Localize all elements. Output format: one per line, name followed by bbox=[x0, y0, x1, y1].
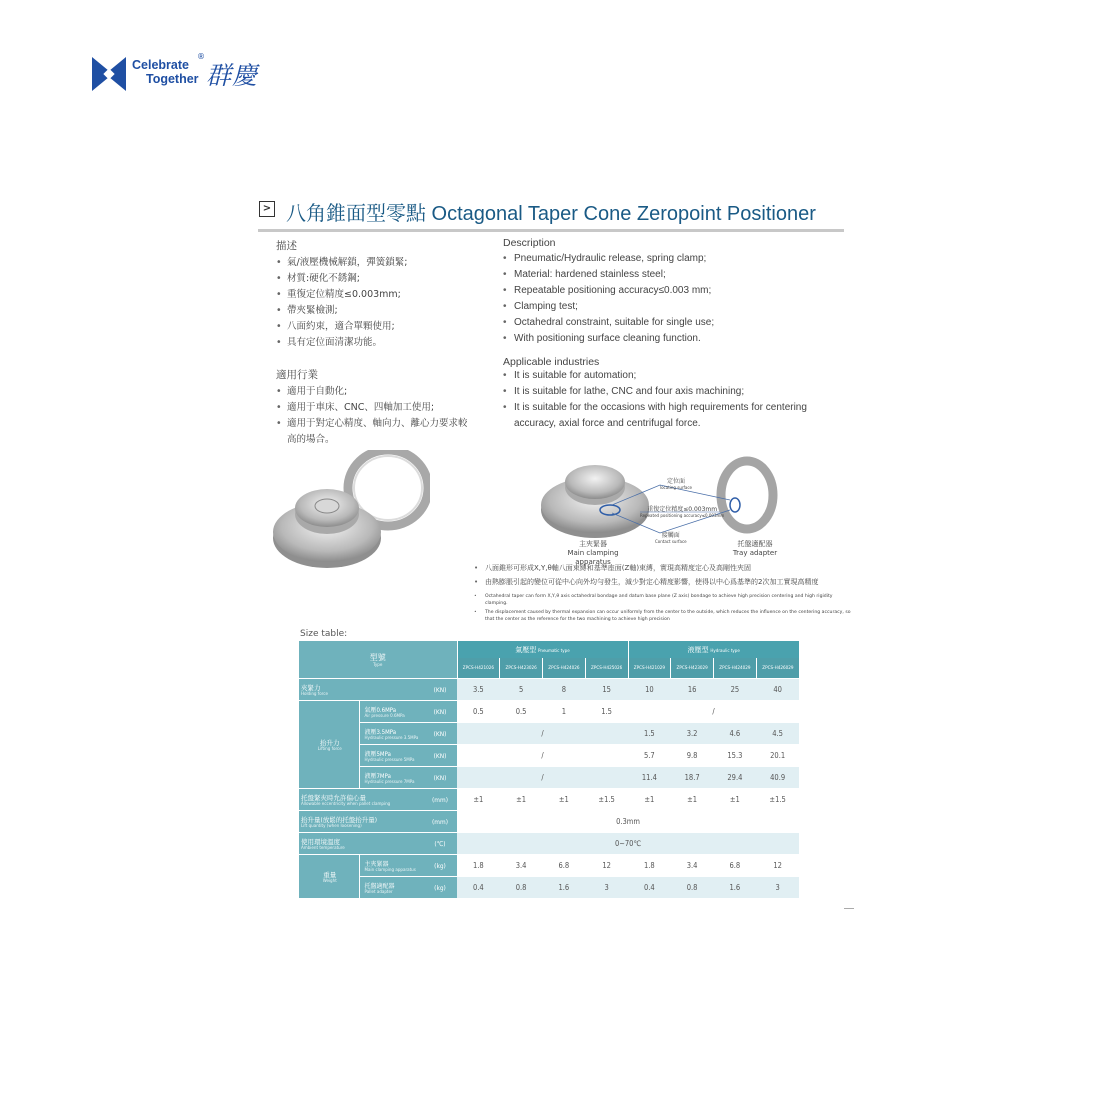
notes-zh-list bbox=[474, 561, 854, 589]
en-description-list bbox=[503, 251, 823, 347]
table-cell: 3.4 bbox=[500, 855, 543, 877]
row-label: 抬升量(放鬆的托盤抬升量) Lift quantity (when loosening) bbox=[299, 811, 423, 833]
product-diagram bbox=[540, 455, 780, 545]
table-cell: ±1 bbox=[671, 789, 714, 811]
list-item: • 重復定位精度≤0.003mm; bbox=[276, 287, 476, 303]
list-item: • 適用于對定心精度、軸向力、離心力要求較高的場合。 bbox=[276, 416, 476, 448]
table-cell: 20.1 bbox=[756, 745, 799, 767]
table-cell: 15 bbox=[585, 679, 628, 701]
lifting-label: 抬升力 Lifting force bbox=[299, 701, 359, 789]
main-clamp-caption: 主夾緊器 Main clamping apparatus bbox=[567, 540, 619, 566]
list-item: • Clamping test; bbox=[503, 299, 823, 315]
list-item: • Octahedral constraint, suitable for single use; bbox=[503, 315, 823, 331]
list-item: • Material: hardened stainless steel; bbox=[503, 267, 823, 283]
row-label: 夾緊力 Holding force bbox=[299, 679, 423, 701]
row-unit: (℃) bbox=[423, 833, 457, 855]
table-cell: 5.7 bbox=[628, 745, 671, 767]
registered-mark: ® bbox=[197, 52, 205, 61]
table-cell: ±1 bbox=[628, 789, 671, 811]
row-label: 托盤適配器 Pallet adapter bbox=[359, 877, 423, 899]
table-cell: 15.3 bbox=[714, 745, 757, 767]
size-table-label: Size table: bbox=[300, 629, 348, 639]
notes-en-list bbox=[474, 593, 854, 623]
list-item: • 由熱膨脹引起的變位可從中心向外均勻發生，減少對定心精度影響，使得以中心爲基準的2次加工實現高精度 bbox=[474, 575, 854, 589]
list-item: • It is suitable for the occasions with high requirements for centering accuracy, axial force and centrifugal force. bbox=[503, 400, 823, 432]
table-cell: 11.4 bbox=[628, 767, 671, 789]
size-table bbox=[299, 641, 799, 898]
corner-mark bbox=[844, 908, 854, 909]
table-cell: ±1.5 bbox=[585, 789, 628, 811]
model-header: ZPCS-H425026 bbox=[585, 658, 628, 679]
table-cell: 1.8 bbox=[628, 855, 671, 877]
page-title: 八角錐面型零點 Octagonal Taper Cone Zeropoint Positioner bbox=[286, 203, 816, 225]
table-cell: ±1 bbox=[457, 789, 500, 811]
table-row bbox=[299, 789, 799, 811]
model-header: ZPCS-H424026 bbox=[543, 658, 586, 679]
model-header: ZPCS-H423026 bbox=[500, 658, 543, 679]
table-row bbox=[299, 723, 799, 745]
row-unit: (KN) bbox=[423, 679, 457, 701]
chevron-right-icon: > bbox=[259, 201, 275, 217]
table-cell: 3 bbox=[756, 877, 799, 899]
row-unit: (kg) bbox=[423, 877, 457, 899]
weight-label: 重量 Weight bbox=[299, 855, 359, 899]
table-cell: 4.6 bbox=[714, 723, 757, 745]
hydraulic-header: 液壓型 Hydraulic type bbox=[628, 641, 799, 658]
type-header: 型號 Type bbox=[299, 641, 457, 679]
table-cell: 10 bbox=[628, 679, 671, 701]
table-cell: 1.6 bbox=[714, 877, 757, 899]
zh-industry-list bbox=[276, 384, 476, 448]
contact-label: 接觸面 Contact surface bbox=[655, 532, 687, 544]
table-cell-na: / bbox=[457, 767, 628, 789]
table-cell: 0.4 bbox=[457, 877, 500, 899]
table-cell: 3.4 bbox=[671, 855, 714, 877]
zh-description-heading: 描述 bbox=[276, 240, 297, 252]
model-header: ZPCS-H421026 bbox=[457, 658, 500, 679]
table-cell-na: / bbox=[457, 745, 628, 767]
logo-text-en: Celebrate Together bbox=[132, 58, 199, 86]
row-label: 使用環境溫度 Ambient temperature bbox=[299, 833, 423, 855]
list-item: • 帶夾緊檢測; bbox=[276, 303, 476, 319]
table-cell: 1 bbox=[543, 701, 586, 723]
list-item: • Octahedral taper can form X,Y,θ axis octahedral bondage and datum base plane (Z axis) bondage to achieve high precision centering and high rigidity clamping. bbox=[474, 593, 854, 607]
table-cell: 18.7 bbox=[671, 767, 714, 789]
en-industry-list bbox=[503, 368, 823, 432]
list-item: • 材質:硬化不銹鋼; bbox=[276, 271, 476, 287]
table-cell: 3 bbox=[585, 877, 628, 899]
row-unit: (KN) bbox=[423, 723, 457, 745]
table-row bbox=[299, 767, 799, 789]
table-cell: 1.5 bbox=[628, 723, 671, 745]
row-label: 液壓5MPa Hydraulic pressure 5MPa bbox=[359, 745, 423, 767]
list-item: • Pneumatic/Hydraulic release, spring clamp; bbox=[503, 251, 823, 267]
list-item: • Repeatable positioning accuracy≤0.003 mm; bbox=[503, 283, 823, 299]
model-header: ZPCS-H426029 bbox=[756, 658, 799, 679]
row-label: 主夾緊器 Main clamping apparatus bbox=[359, 855, 423, 877]
temp-value: 0~70℃ bbox=[457, 833, 799, 855]
list-item: • 適用于車床、CNC、四軸加工使用; bbox=[276, 400, 476, 416]
row-unit: (KN) bbox=[423, 701, 457, 723]
table-cell: 9.8 bbox=[671, 745, 714, 767]
list-item: • 八面錐形可形成X,Y,θ軸八面束縛和基準座面(Z軸)束縛，實現高精度定心及高剛性夾固 bbox=[474, 561, 854, 575]
table-cell: 6.8 bbox=[714, 855, 757, 877]
table-cell: 25 bbox=[714, 679, 757, 701]
row-label: 液壓7MPa Hydraulic pressure 7MPa bbox=[359, 767, 423, 789]
table-cell: 6.8 bbox=[543, 855, 586, 877]
table-row bbox=[299, 855, 799, 877]
list-item: • With positioning surface cleaning function. bbox=[503, 331, 823, 347]
table-cell-na: / bbox=[628, 701, 799, 723]
row-label: 液壓3.5MPa Hydraulic pressure 3.5MPa bbox=[359, 723, 423, 745]
row-unit: (kg) bbox=[423, 855, 457, 877]
table-cell: 12 bbox=[756, 855, 799, 877]
zh-industry-heading: 適用行業 bbox=[276, 369, 318, 381]
list-item: • The displacement caused by thermal expansion can occur uniformly from the center to the outside, which reduces the influence on the centering accuracy, so that the center as the reference for the two machining to achieve high precision bbox=[474, 609, 854, 623]
table-cell: 0.5 bbox=[457, 701, 500, 723]
en-description-heading: Description bbox=[503, 237, 556, 249]
table-cell: ±1 bbox=[500, 789, 543, 811]
row-label: 氣壓0.6MPa Air pressure 0.6MPa bbox=[359, 701, 423, 723]
table-cell: 1.8 bbox=[457, 855, 500, 877]
table-row bbox=[299, 811, 799, 833]
zh-description-list bbox=[276, 255, 476, 351]
table-cell: 3.2 bbox=[671, 723, 714, 745]
table-row bbox=[299, 679, 799, 701]
table-cell: 5 bbox=[500, 679, 543, 701]
model-header: ZPCS-H421029 bbox=[628, 658, 671, 679]
row-unit: (KN) bbox=[423, 767, 457, 789]
table-cell: 0.4 bbox=[628, 877, 671, 899]
list-item: • It is suitable for automation; bbox=[503, 368, 823, 384]
zh-description bbox=[276, 238, 476, 448]
en-industry-heading: Applicable industries bbox=[503, 356, 600, 368]
table-row bbox=[299, 701, 799, 723]
notes bbox=[474, 561, 854, 625]
table-cell: ±1 bbox=[714, 789, 757, 811]
page-title-bar bbox=[258, 198, 844, 232]
table-cell: 1.6 bbox=[543, 877, 586, 899]
row-unit: (mm) bbox=[423, 789, 457, 811]
pneumatic-header: 氣壓型 Pneumatic type bbox=[457, 641, 628, 658]
table-row bbox=[299, 833, 799, 855]
model-header: ZPCS-H424029 bbox=[714, 658, 757, 679]
table-cell: 0.8 bbox=[500, 877, 543, 899]
list-item: • 具有定位面清潔功能。 bbox=[276, 335, 476, 351]
table-cell-na: / bbox=[457, 723, 628, 745]
table-row bbox=[299, 877, 799, 899]
table-cell: 4.5 bbox=[756, 723, 799, 745]
table-cell: 40 bbox=[756, 679, 799, 701]
table-cell: ±1.5 bbox=[756, 789, 799, 811]
company-logo bbox=[92, 54, 282, 94]
list-item: • It is suitable for lathe, CNC and four axis machining; bbox=[503, 384, 823, 400]
logo-icon bbox=[92, 57, 126, 91]
table-cell: 40.9 bbox=[756, 767, 799, 789]
tray-adapter-caption: 托盤適配器 Tray adapter bbox=[732, 540, 778, 557]
table-cell: 29.4 bbox=[714, 767, 757, 789]
table-cell: 12 bbox=[585, 855, 628, 877]
row-label: 托盤緊夾時允許偏心量 Allowable eccentricity when pallet clamping bbox=[299, 789, 423, 811]
list-item: • 八面約束，適合單顆使用; bbox=[276, 319, 476, 335]
table-cell: ±1 bbox=[543, 789, 586, 811]
list-item: • 適用于自動化; bbox=[276, 384, 476, 400]
table-cell: 0.8 bbox=[671, 877, 714, 899]
table-cell: 0.5 bbox=[500, 701, 543, 723]
product-image-left bbox=[270, 450, 430, 575]
list-item: • 氣/液壓機械解鎖，彈簧鎖緊; bbox=[276, 255, 476, 271]
row-unit: (KN) bbox=[423, 745, 457, 767]
table-cell: 16 bbox=[671, 679, 714, 701]
table-cell: 8 bbox=[543, 679, 586, 701]
table-row bbox=[299, 745, 799, 767]
lift-value: 0.3mm bbox=[457, 811, 799, 833]
accuracy-label: 重復定位精度≤0.003mm Repeated positioning accuracy≤0.003mm bbox=[640, 506, 725, 518]
locating-label: 定位面 locating surface bbox=[660, 478, 693, 490]
row-unit: (mm) bbox=[423, 811, 457, 833]
logo-text-zh: 群慶 bbox=[206, 61, 259, 90]
model-header: ZPCS-H423029 bbox=[671, 658, 714, 679]
en-description bbox=[503, 237, 823, 432]
table-cell: 3.5 bbox=[457, 679, 500, 701]
table-cell: 1.5 bbox=[585, 701, 628, 723]
